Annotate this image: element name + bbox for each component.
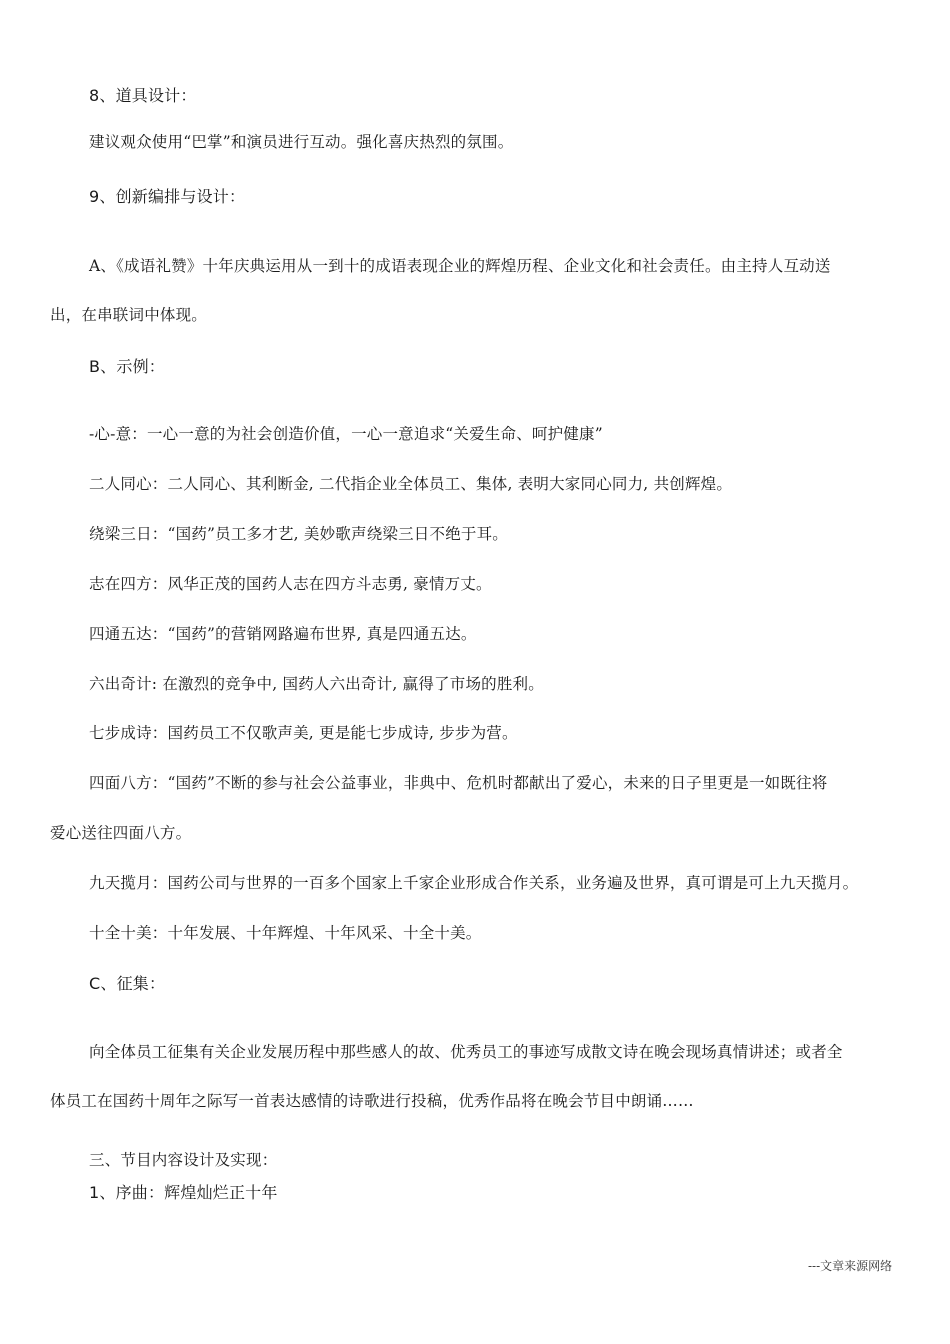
section-heading-props: 8、道具设计：: [89, 86, 197, 105]
paragraph-line: 向全体员工征集有关企业发展历程中那些感人的故、优秀员工的事迹写成散文诗在晚会现场真情讲述；或者全: [89, 1043, 843, 1061]
example-item: 十全十美：十年发展、十年辉煌、十年风采、十全十美。: [89, 924, 482, 942]
example-item: 四通五达：“国药”的营销网路遍布世界, 真是四通五达。: [89, 625, 477, 643]
subheading-examples: B、示例：: [89, 357, 165, 376]
paragraph-line: 出，在串联词中体现。: [50, 306, 208, 324]
example-item: 绕梁三日：“国药”员工多才艺, 美妙歌声绕梁三日不绝于耳。: [89, 525, 509, 543]
paragraph-line: 建议观众使用“巴掌”和演员进行互动。强化喜庆热烈的氛围。: [89, 133, 514, 151]
section-heading-program: 三、节目内容设计及实现：: [89, 1151, 278, 1169]
footer-source-note: ---文章来源网络: [808, 1259, 893, 1273]
example-item: 六出奇计: 在激烈的竞争中, 国药人六出奇计, 赢得了市场的胜利。: [89, 675, 544, 693]
example-item: 九天揽月：国药公司与世界的一百多个国家上千家企业形成合作关系，业务遍及世界，真可谓是可上九天揽月。: [89, 874, 859, 892]
paragraph-line: 体员工在国药十周年之际写一首表达感情的诗歌进行投稿，优秀作品将在晚会节目中朗诵……: [50, 1092, 694, 1110]
example-item: 志在四方：风华正茂的国药人志在四方斗志勇, 豪情万丈。: [89, 575, 492, 593]
example-item: 二人同心：二人同心、其利断金, 二代指企业全体员工、集体, 表明大家同心同力, 共创辉煌。: [89, 475, 733, 493]
subheading-overture: 1、序曲：辉煌灿烂正十年: [89, 1183, 278, 1202]
paragraph-line: A、《成语礼赞》十年庆典运用从一到十的成语表现企业的辉煌历程、企业文化和社会责任。由主持人互动送: [89, 257, 831, 275]
example-item-continued: 爱心送往四面八方。: [50, 824, 192, 842]
example-item: 七步成诗：国药员工不仅歌声美, 更是能七步成诗, 步步为营。: [89, 724, 518, 742]
subheading-collection: C、征集：: [89, 974, 166, 993]
section-heading-innovation: 9、创新编排与设计：: [89, 187, 246, 206]
example-item: -心-意：一心一意的为社会创造价值，一心一意追求“关爱生命、呵护健康”: [89, 425, 603, 443]
example-item: 四面八方：“国药”不断的参与社会公益事业，非典中、危机时都献出了爱心，未来的日子里更是一如既往将: [89, 774, 828, 792]
